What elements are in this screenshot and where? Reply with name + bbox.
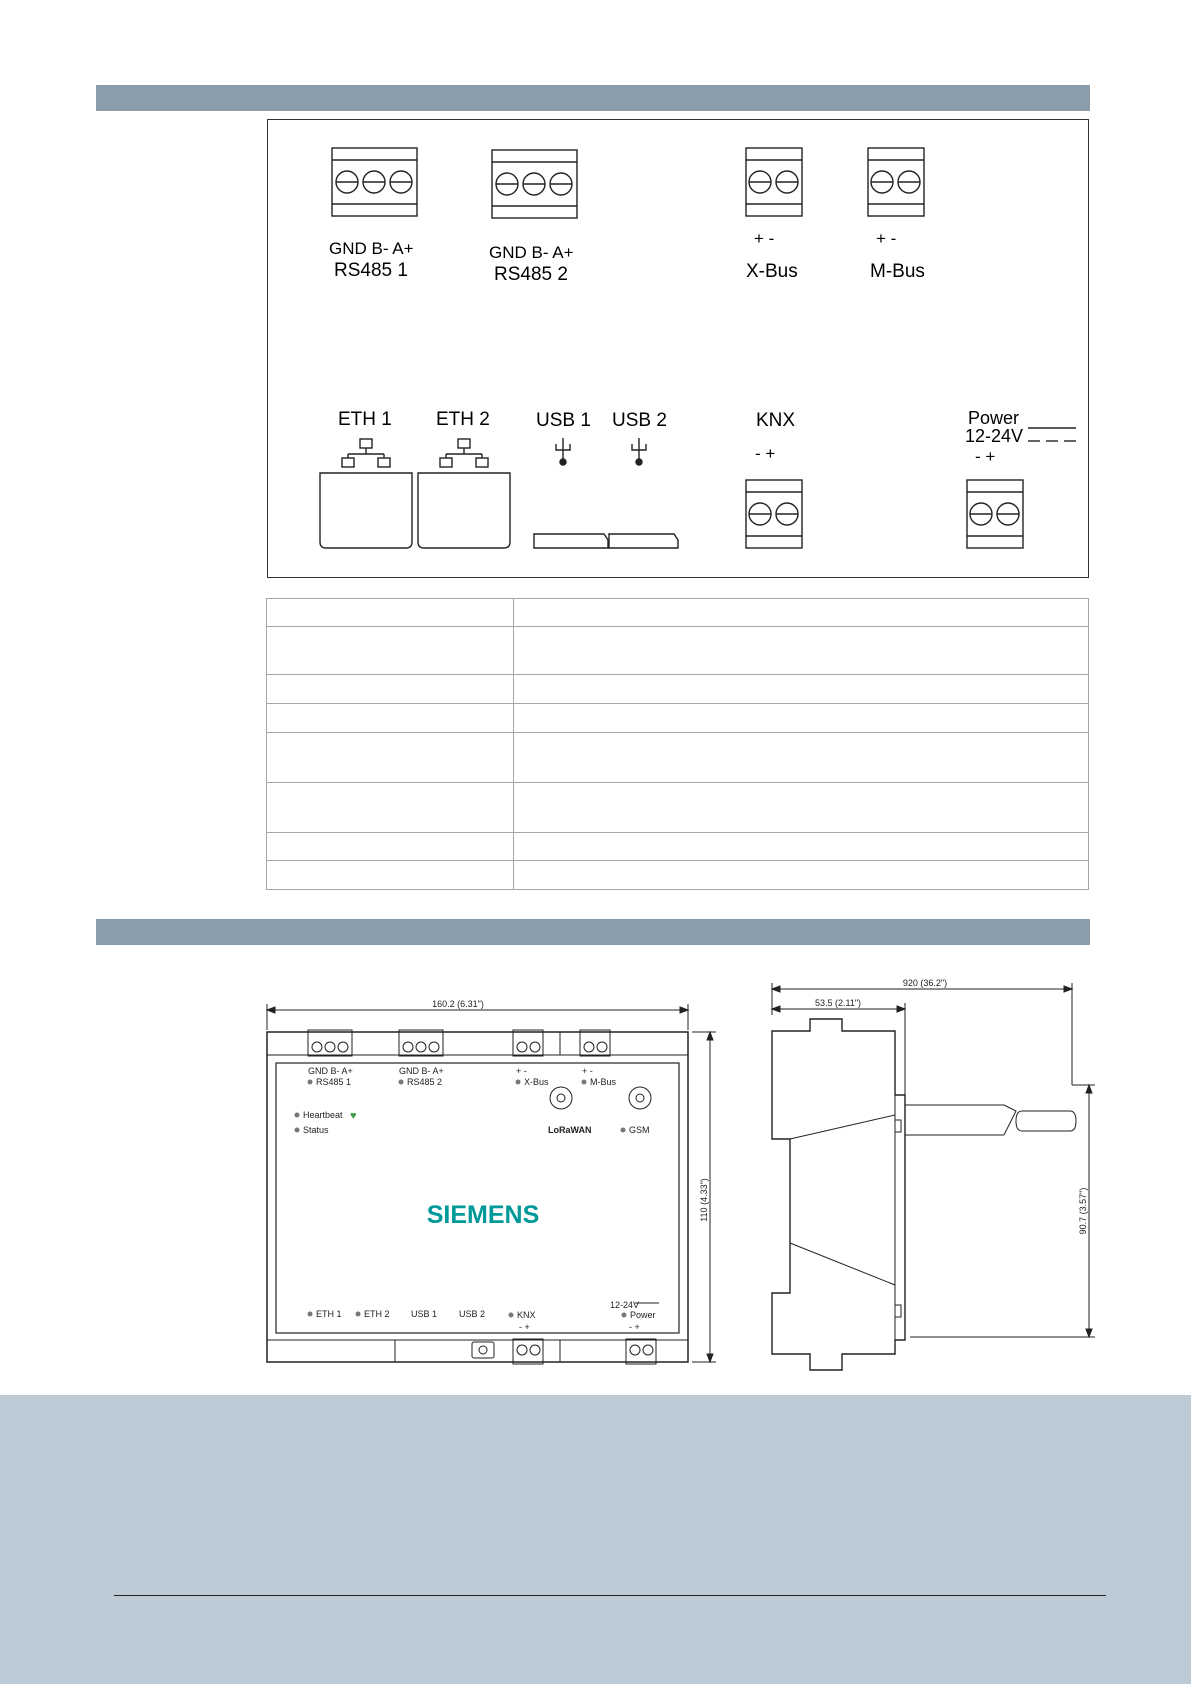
rs485-1-terminal bbox=[332, 148, 417, 216]
knx-label: KNX bbox=[517, 1310, 536, 1320]
rs485-2-terminal bbox=[492, 150, 577, 218]
usb-1-label: USB 1 bbox=[411, 1309, 438, 1319]
status-label: Status bbox=[303, 1125, 329, 1135]
table-row bbox=[267, 861, 1089, 890]
power-label: Power bbox=[968, 408, 1020, 428]
led-icon bbox=[582, 1080, 587, 1085]
led-icon bbox=[295, 1113, 300, 1118]
usb-1-label: USB 1 bbox=[536, 410, 591, 431]
voltage-label: 12-24V bbox=[965, 426, 1024, 446]
led-icon bbox=[295, 1128, 300, 1133]
network-icon bbox=[342, 439, 390, 467]
side-total-dimension: 920 (36.2") bbox=[902, 978, 948, 988]
connection-table bbox=[266, 598, 1089, 890]
eth-1-port bbox=[320, 473, 412, 548]
knx-terminal bbox=[746, 480, 802, 548]
front-width-dimension: 160.2 (6.31") bbox=[432, 999, 484, 1009]
usb-icon bbox=[632, 438, 646, 465]
eth-2-label: ETH 2 bbox=[436, 409, 490, 430]
led-icon bbox=[308, 1312, 313, 1317]
footer-divider bbox=[114, 1595, 1106, 1596]
mbus-terminal bbox=[580, 1030, 610, 1056]
power-terminal bbox=[967, 480, 1023, 548]
front-view-drawing bbox=[260, 990, 725, 1370]
led-icon bbox=[356, 1312, 361, 1317]
side-depth-dimension: 53.5 (2.11") bbox=[814, 998, 862, 1008]
power-label: Power bbox=[630, 1310, 656, 1320]
usb-2-label: USB 2 bbox=[612, 410, 667, 431]
xbus-terminal bbox=[513, 1030, 543, 1056]
network-icon bbox=[440, 439, 488, 467]
voltage-label: 12-24V bbox=[610, 1300, 640, 1310]
side-view-drawing bbox=[760, 975, 1100, 1375]
led-icon bbox=[509, 1313, 514, 1318]
power-polarity-label: - + bbox=[629, 1322, 640, 1332]
rs485-1-pins-label: GND B- A+ bbox=[329, 239, 414, 258]
eth-1-label: ETH 1 bbox=[316, 1309, 342, 1319]
usb-2-port bbox=[609, 534, 678, 548]
footer-band bbox=[0, 1395, 1191, 1684]
table-row bbox=[267, 833, 1089, 861]
rs485-2-label: RS485 2 bbox=[494, 264, 568, 285]
table-row bbox=[267, 599, 1089, 627]
mbus-label: M-Bus bbox=[590, 1077, 617, 1087]
rs485-2-terminal bbox=[399, 1030, 443, 1056]
usb-1-port bbox=[534, 534, 608, 548]
power-polarity-label: - + bbox=[975, 447, 996, 466]
xbus-terminal bbox=[746, 148, 802, 216]
lorawan-antenna-connector bbox=[550, 1087, 572, 1109]
mbus-polarity-label: + - bbox=[582, 1066, 593, 1076]
dc-symbol bbox=[1028, 428, 1076, 441]
rs485-1-label: RS485 1 bbox=[316, 1077, 352, 1087]
section-header-bar-dimensions bbox=[96, 919, 1090, 945]
knx-terminal bbox=[513, 1339, 543, 1364]
led-icon bbox=[622, 1313, 627, 1318]
knx-polarity-label: - + bbox=[755, 444, 776, 463]
gsm-antenna-connector bbox=[629, 1087, 651, 1109]
rs485-2-pins-label: GND B- A+ bbox=[399, 1066, 444, 1076]
led-icon bbox=[621, 1128, 626, 1133]
terminal-diagram-panel bbox=[267, 119, 1089, 578]
power-terminal bbox=[626, 1339, 656, 1364]
usb-2-label: USB 2 bbox=[459, 1309, 486, 1319]
mbus-terminal bbox=[868, 148, 924, 216]
rs485-1-terminal bbox=[308, 1030, 352, 1056]
xbus-label: X-Bus bbox=[746, 261, 798, 282]
table-row bbox=[267, 675, 1089, 704]
rs485-1-pins-label: GND B- A+ bbox=[308, 1066, 353, 1076]
lorawan-label: LoRaWAN bbox=[548, 1125, 592, 1135]
eth-1-label: ETH 1 bbox=[338, 409, 392, 430]
front-height-dimension: 110 (4.33") bbox=[699, 1178, 709, 1222]
eth-2-label: ETH 2 bbox=[364, 1309, 390, 1319]
knx-label: KNX bbox=[756, 410, 796, 431]
terminal-diagram bbox=[268, 120, 1090, 579]
siemens-logo: SIEMENS bbox=[426, 1201, 540, 1229]
gsm-label: GSM bbox=[629, 1125, 650, 1135]
section-header-bar-terminals bbox=[96, 85, 1090, 111]
table-row bbox=[267, 733, 1089, 783]
xbus-label: X-Bus bbox=[524, 1077, 549, 1087]
mbus-polarity-label: + - bbox=[876, 229, 897, 248]
xbus-polarity-label: + - bbox=[754, 229, 775, 248]
reset-button-icon bbox=[472, 1342, 494, 1358]
led-icon bbox=[308, 1080, 313, 1085]
usb-icon bbox=[556, 438, 570, 465]
led-icon bbox=[516, 1080, 521, 1085]
eth-2-port bbox=[418, 473, 510, 548]
rs485-1-label: RS485 1 bbox=[334, 260, 408, 281]
table-row bbox=[267, 704, 1089, 733]
led-icon bbox=[399, 1080, 404, 1085]
heartbeat-label: Heartbeat bbox=[303, 1110, 343, 1120]
side-height-dimension: 90.7 (3.57") bbox=[1078, 1187, 1088, 1235]
xbus-polarity-label: + - bbox=[516, 1066, 527, 1076]
table-row bbox=[267, 627, 1089, 675]
rs485-2-pins-label: GND B- A+ bbox=[489, 243, 574, 262]
mbus-label: M-Bus bbox=[870, 261, 925, 282]
knx-polarity-label: - + bbox=[519, 1322, 530, 1332]
rs485-2-label: RS485 2 bbox=[407, 1077, 443, 1087]
heart-icon: ♥ bbox=[350, 1110, 357, 1122]
table-row bbox=[267, 783, 1089, 833]
